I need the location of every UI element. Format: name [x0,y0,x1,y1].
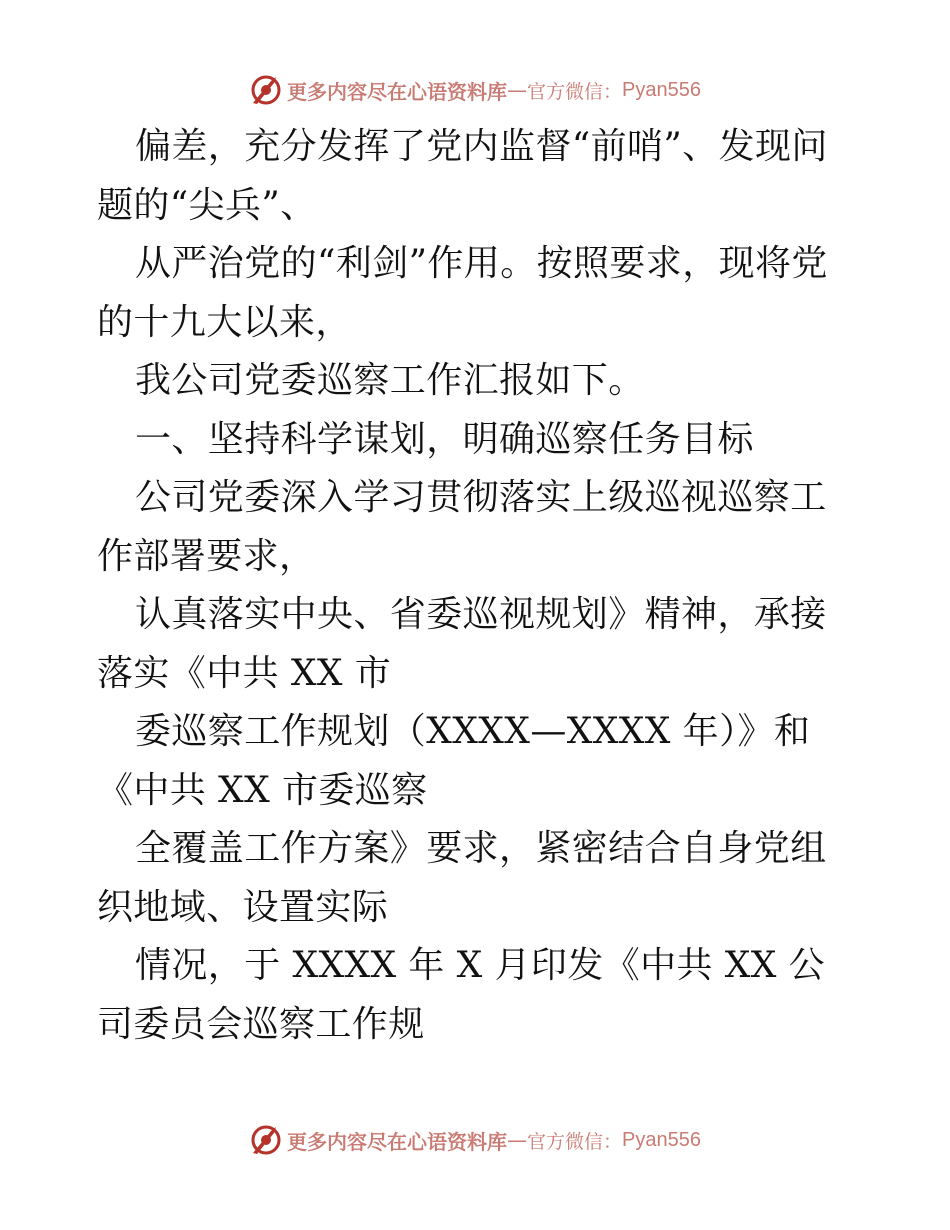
banner-separator: — [507,78,527,102]
paragraph-4: 公司党委深入学习贯彻落实上级巡视巡察工作部署要求， [97,477,827,577]
header-watermark-banner [0,68,950,112]
paragraph-7: 全覆盖工作方案》要求，紧密结合自身党组织地域、设置实际 [97,828,827,928]
paragraph-2: 从严治党的“利剑”作用。按照要求，现将党的十九大以来， [97,243,828,343]
banner-title: 更多内容尽在心语资料库 [287,1129,507,1154]
quill-logo-icon [249,1123,283,1157]
document-body [97,118,857,1054]
paragraph-6: 委巡察工作规划（XXXX—XXXX 年）》和《中共 XX 市委巡察 [97,711,811,811]
banner-wechat-id: Pyan556 [622,78,701,101]
paragraph-1: 偏差，充分发挥了党内监督“前哨”、发现问题的“尖兵”、 [97,126,828,226]
paragraph-5: 认真落实中央、省委巡视规划》精神，承接落实《中共 XX 市 [97,594,827,694]
section-heading-1: 一、坚持科学谋划，明确巡察任务目标 [135,418,754,460]
paragraph-3: 我公司党委巡察工作汇报如下。 [135,360,645,401]
banner-wechat-label: 官方微信： [527,1130,623,1153]
paragraph-8: 情况，于 XXXX 年 X 月印发《中共 XX 公司委员会巡察工作规 [97,945,826,1045]
footer-watermark-banner [0,1118,950,1162]
banner-wechat-label: 官方微信： [527,80,623,103]
banner-title: 更多内容尽在心语资料库 [287,79,507,104]
banner-separator: — [507,1128,527,1152]
banner-wechat-id: Pyan556 [622,1128,701,1151]
quill-logo-icon [249,73,283,107]
